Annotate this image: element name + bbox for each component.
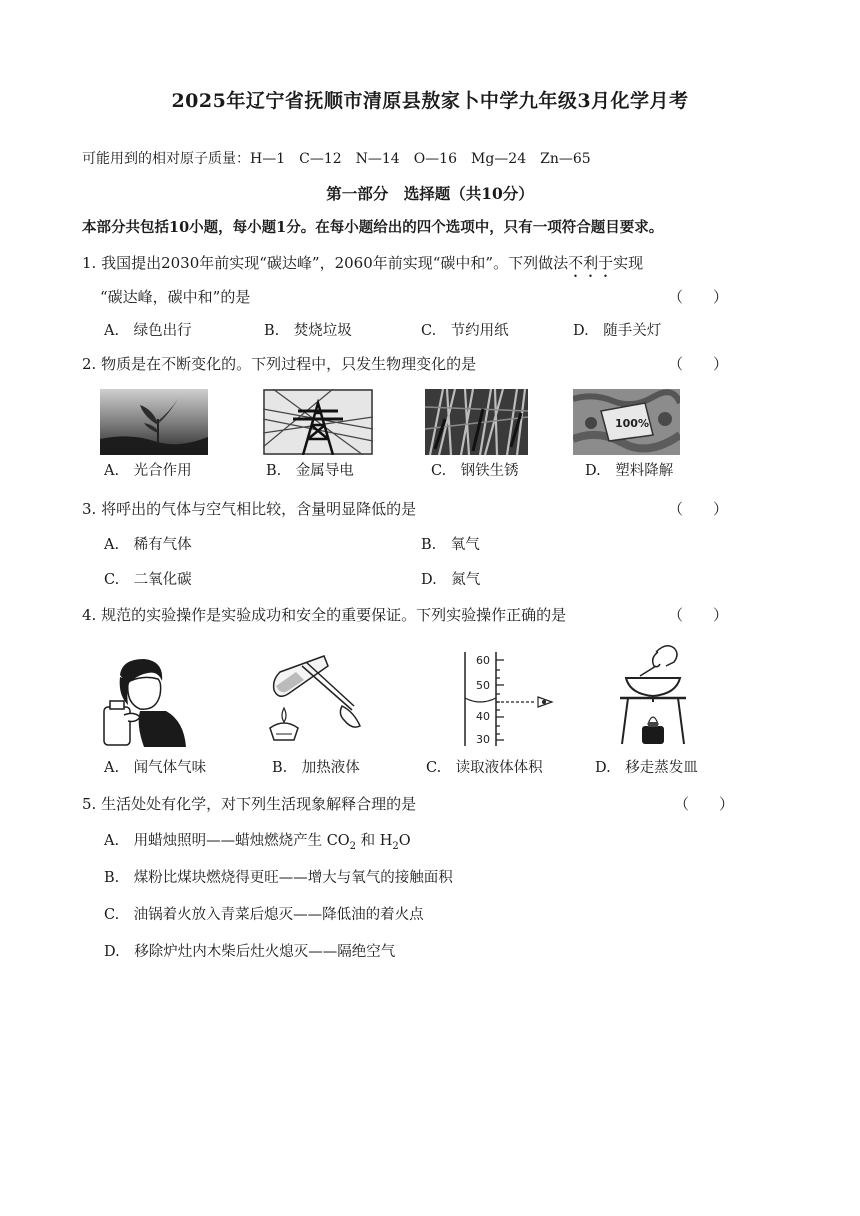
answer-blank-3: （ ） [668, 500, 729, 518]
q3-option-a: A. 稀有气体 [104, 537, 192, 553]
page-title: 2025年辽宁省抚顺市清原县敖家卜中学九年级3月化学月考 [171, 90, 689, 112]
q4-option-b: B. 加热液体 [272, 760, 360, 776]
question-4-stem: 4. 规范的实验操作是实验成功和安全的重要保证。下列实验操作正确的是 [82, 606, 567, 624]
answer-blank-1: （ ） [668, 288, 729, 306]
q1-option-b: B. 焚烧垃圾 [264, 323, 352, 339]
q5-option-a: A. 用蜡烛照明——蜡烛燃烧产生 $CO_2$ 和 $H_2O$ [104, 833, 411, 852]
q4-option-c: C. 读取液体体积 [426, 760, 543, 776]
plastic-bag-label: 100% [615, 417, 649, 430]
power-tower-photo-icon [263, 389, 373, 455]
emphasis-text: 不利于 [568, 254, 614, 272]
question-2-stem: 2. 物质是在不断变化的。下列过程中，只发生物理变化的是 [82, 355, 477, 373]
evaporating-dish-illustration-icon [618, 640, 688, 748]
scale-label-40: 40 [476, 710, 490, 723]
q5-option-b: B. 煤粉比煤块燃烧得更旺——增大与氧气的接触面积 [104, 870, 453, 886]
q5-option-d: D. 移除炉灶内木柴后灶火熄灭——隔绝空气 [104, 944, 396, 960]
q1-option-c: C. 节约用纸 [421, 323, 509, 339]
section-instructions: 本部分共包括10小题，每小题1分。在每小题给出的四个选项中，只有一项符合题目要求。 [82, 219, 664, 236]
question-1-stem-line2: “碳达峰，碳中和”的是 [100, 288, 251, 306]
plastic-waste-photo-icon [573, 389, 680, 455]
answer-blank-2: （ ） [668, 355, 729, 373]
rusty-steel-photo-icon [425, 389, 528, 455]
question-5-stem: 5. 生活处处有化学，对下列生活现象解释合理的是 [82, 795, 417, 813]
section-title: 第一部分 选择题（共10分） [326, 184, 534, 203]
q5-option-c: C. 油锅着火放入青菜后熄灭——降低油的着火点 [104, 907, 424, 923]
question-3-stem: 3. 将呼出的气体与空气相比较，含量明显降低的是 [82, 500, 417, 518]
smell-gas-illustration-icon [100, 655, 186, 747]
scale-label-50: 50 [476, 679, 490, 692]
heat-liquid-illustration-icon [262, 650, 366, 744]
scale-label-30: 30 [476, 733, 490, 746]
q4-option-d: D. 移走蒸发皿 [595, 760, 698, 776]
q1-option-a: A. 绿色出行 [104, 323, 192, 339]
q3-option-b: B. 氧气 [421, 537, 480, 553]
q2-option-a: A. 光合作用 [104, 463, 192, 479]
q2-option-d: D. 塑料降解 [585, 463, 674, 479]
answer-blank-5: （ ） [674, 795, 735, 813]
question-1-stem: 1. 我国提出2030年前实现“碳达峰”，2060年前实现“碳中和”。下列做法不利于实现 [82, 254, 644, 272]
q3-option-c: C. 二氧化碳 [104, 572, 192, 588]
atomic-masses-note: 可能用到的相对原子质量：H—1 C—12 N—14 O—16 Mg—24 Zn—65 [82, 151, 591, 167]
q1-option-d: D. 随手关灯 [573, 323, 662, 339]
q4-option-a: A. 闻气体气味 [104, 760, 207, 776]
q2-option-b: B. 金属导电 [266, 463, 354, 479]
answer-blank-4: （ ） [668, 606, 729, 624]
q3-option-d: D. 氮气 [421, 572, 481, 588]
q2-option-c: C. 钢铁生锈 [431, 463, 519, 479]
graduated-cylinder-illustration-icon [462, 650, 558, 746]
plant-photo-icon [100, 389, 208, 455]
scale-label-60: 60 [476, 654, 490, 667]
